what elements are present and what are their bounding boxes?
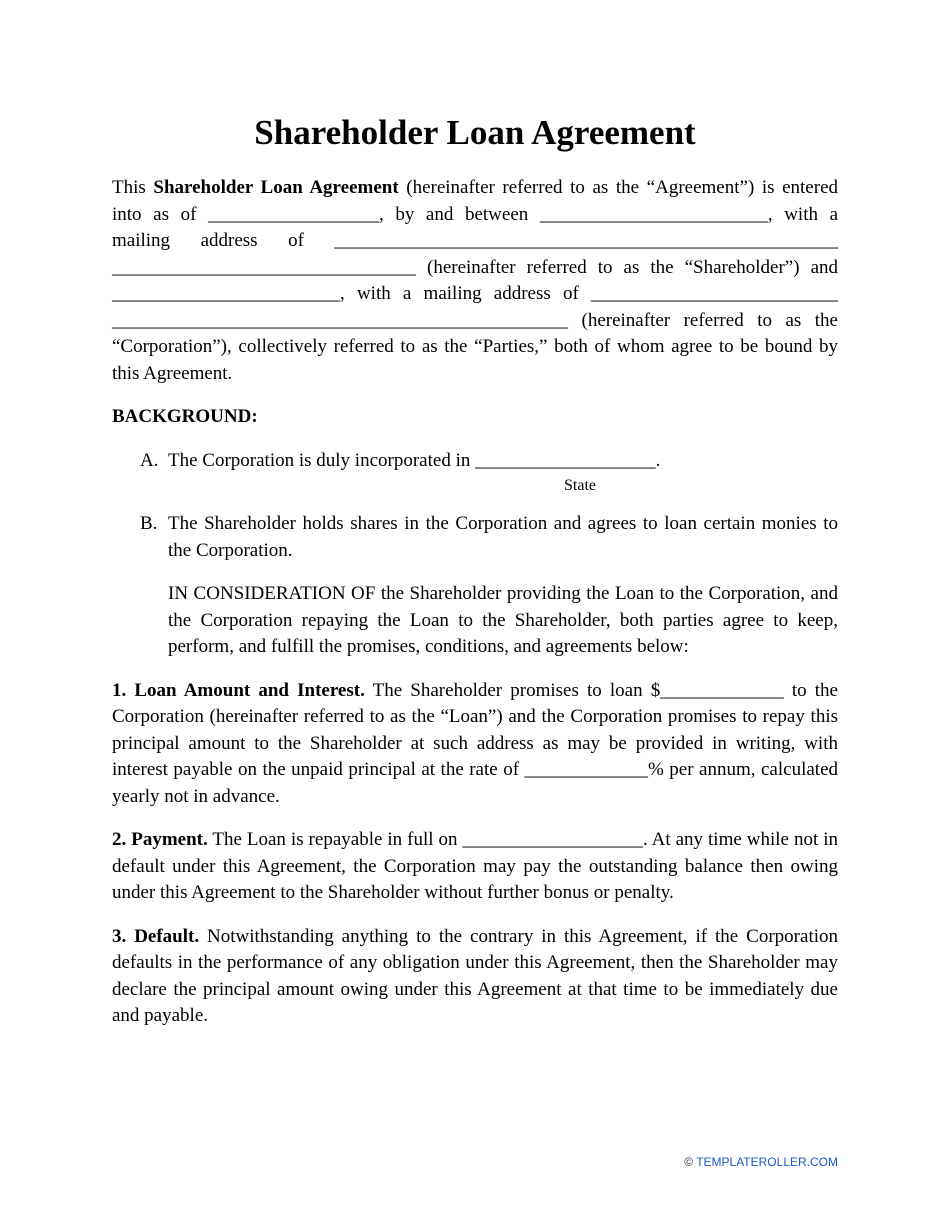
- section-heading: 3. Default.: [112, 925, 200, 947]
- intro-paragraph: [112, 175, 838, 387]
- section-text: The Loan is repayable in full on ___________________. At any time while not in default under this Agreement, the Corporation may pay the outstanding balance then owing under this Agreement to the Shareholder without further bonus or penalty.: [112, 829, 838, 903]
- section-payment: [112, 827, 838, 907]
- page-title: Shareholder Loan Agreement: [254, 113, 696, 152]
- list-marker-b: B.: [140, 513, 158, 534]
- consideration-paragraph: IN CONSIDERATION OF the Shareholder providing the Loan to the Corporation, and the Corporation repaying the Loan to the Shareholder, both parties agree to keep, perform, and fulfill the promises, conditions, and agreements below:: [168, 583, 838, 657]
- section-text: The Shareholder promises to loan $_____________ to the Corporation (hereinafter referred to as the “Loan”) and the Corporation promises to repay this principal amount to the Shareholder at such address as may be provided in writing, with interest payable on the unpaid principal at the rate of _____________% per annum, calculated yearly not in advance.: [112, 679, 838, 807]
- item-a-text: The Corporation is duly incorporated in ___________________.: [168, 449, 661, 471]
- section-default: [112, 924, 838, 1030]
- agreement-name: Shareholder Loan Agreement: [153, 177, 399, 198]
- footer-site: TEMPLATEROLLER.COM: [696, 1155, 838, 1169]
- background-item-b: [112, 511, 838, 564]
- section-text: Notwithstanding anything to the contrary in this Agreement, if the Corporation defaults in the performance of any obligation under this Agreement, then the Shareholder may declare the principal amount owing under this Agreement at that time to be immediately due and payable.: [112, 925, 838, 1026]
- footer-link[interactable]: [684, 1155, 838, 1169]
- item-b-text: The Shareholder holds shares in the Corporation and agrees to loan certain monies to the Corporation.: [168, 513, 838, 561]
- intro-text: (hereinafter referred to as the “Agreement”) is entered into as of __________________, by and between ________________________, with a mailing address of _____________________________________________________ ________________________________ (hereinafter referred to as the “Shareholder”) and ________________________, with a mailing address of __________________________ ________________________________________________ (hereinafter referred to as the “Corporation”), collectively referred to as the “Parties,” both of whom agree to be bound by this Agreement.: [112, 177, 839, 384]
- background-heading: BACKGROUND:: [112, 406, 258, 427]
- section-heading: 2. Payment.: [112, 829, 208, 850]
- background-item-a: [112, 448, 838, 475]
- copyright-symbol: ©: [684, 1155, 694, 1169]
- state-field-label: State: [564, 477, 596, 494]
- section-heading: 1. Loan Amount and Interest.: [112, 679, 365, 701]
- section-loan-amount: [112, 678, 838, 811]
- document-body: [112, 175, 838, 1030]
- list-marker-a: A.: [140, 449, 159, 471]
- intro-prefix: This: [112, 177, 154, 198]
